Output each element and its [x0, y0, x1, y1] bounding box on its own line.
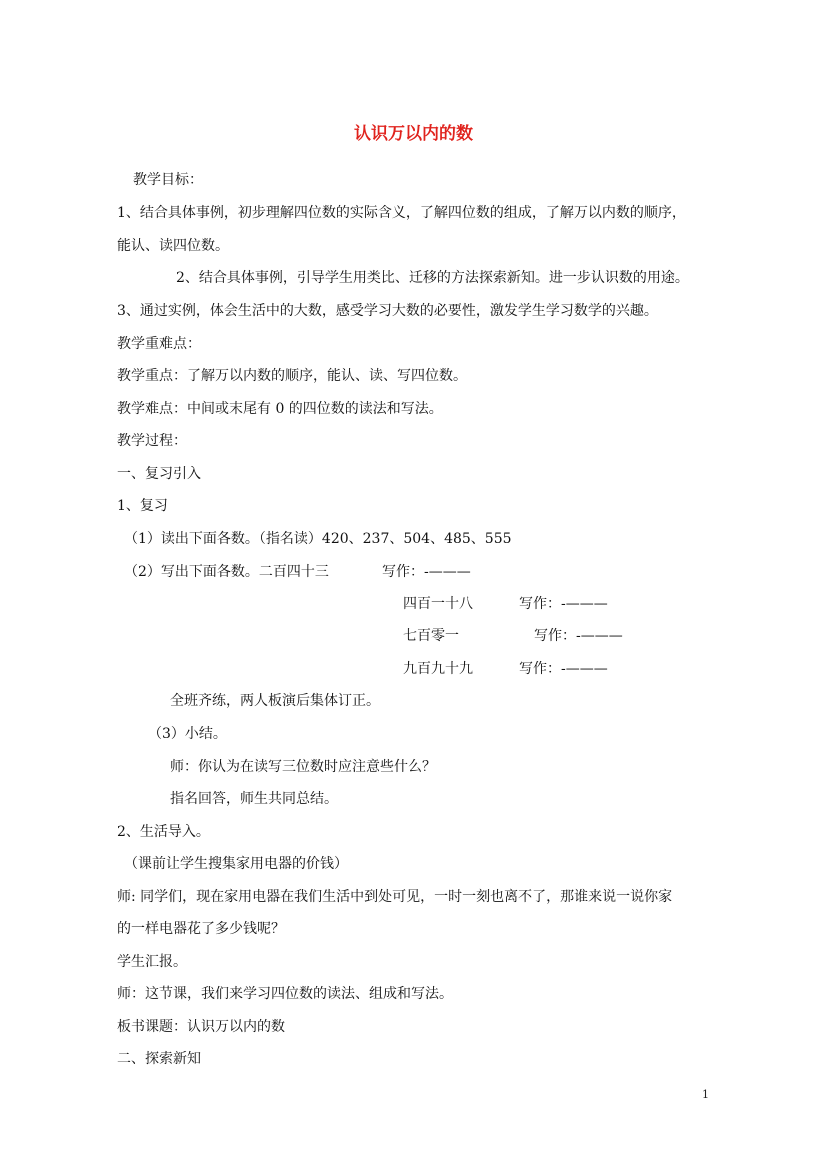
objective-3: 3、通过实例，体会生活中的大数，感受学习大数的必要性，激发学生学习数学的兴趣。 [117, 303, 658, 319]
step-review: 1、复习 [117, 498, 168, 514]
step-review-intro: 一、复习引入 [117, 466, 201, 482]
page-title: 认识万以内的数 [354, 124, 473, 144]
pre-class-note: （课前让学生搜集家用电器的价钱） [124, 856, 348, 872]
number-word-701-answer: 写作：-——— [534, 628, 623, 644]
number-word-701: 七百零一 [403, 628, 459, 644]
board-title: 板书课题：认识万以内的数 [117, 1019, 285, 1035]
number-word-999: 九百九十九 [403, 661, 473, 677]
review-item-1: （1）读出下面各数。（指名读）420、237、504、485、555 [124, 531, 512, 547]
teacher-prompt-continued: 的一样电器花了多少钱呢？ [117, 921, 285, 937]
review-item-2-answer: 写作：-——— [382, 564, 471, 580]
teacher-question: 师：你认为在读写三位数时应注意些什么？ [170, 759, 436, 775]
objective-1: 1、结合具体事例，初步理解四位数的实际含义，了解四位数的组成，了解万以内数的顺序， [117, 205, 686, 221]
key-point: 教学重点：了解万以内数的顺序，能认、读、写四位数。 [117, 368, 467, 384]
step-explore: 二、探索新知 [117, 1051, 201, 1067]
page-number: 1 [702, 1088, 709, 1101]
difficult-point: 教学难点：中间或末尾有 0 的四位数的读法和写法。 [117, 401, 443, 417]
objective-2: 2、结合具体事例，引导学生用类比、迁移的方法探索新知。进一步认识数的用途。 [176, 270, 689, 286]
section-heading-process: 教学过程： [117, 433, 187, 449]
number-word-418-answer: 写作：-——— [519, 596, 608, 612]
step-life-intro: 2、生活导入。 [117, 824, 210, 840]
teacher-lesson-intro: 师：这节课，我们来学习四位数的读法、组成和写法。 [117, 986, 453, 1002]
number-word-999-answer: 写作：-——— [519, 661, 608, 677]
section-heading-objectives: 教学目标： [133, 172, 203, 188]
student-report: 学生汇报。 [117, 954, 187, 970]
group-summary: 指名回答，师生共同总结。 [170, 791, 338, 807]
number-word-418: 四百一十八 [403, 596, 473, 612]
review-item-2: （2）写出下面各数。二百四十三 [124, 564, 329, 580]
review-summary: （3）小结。 [148, 726, 227, 742]
class-practice: 全班齐练，两人板演后集体订正。 [170, 693, 380, 709]
objective-1-continued: 能认、读四位数。 [117, 238, 229, 254]
teacher-prompt: 师: 同学们，现在家用电器在我们生活中到处可见，一时一刻也离不了，那谁来说一说你家 [117, 889, 673, 905]
section-heading-key-points: 教学重难点： [117, 336, 201, 352]
